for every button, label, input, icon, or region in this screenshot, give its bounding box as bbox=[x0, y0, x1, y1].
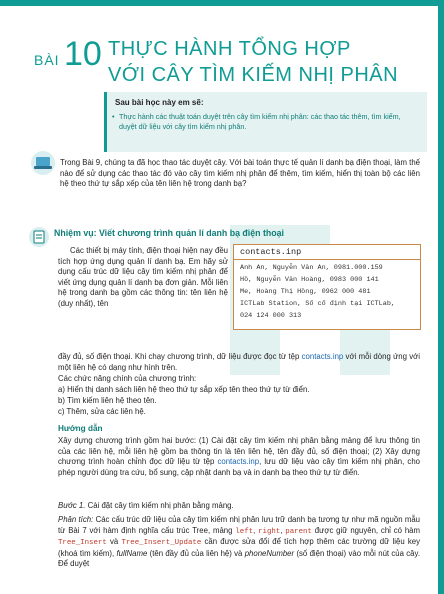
guide-paragraph: Xây dựng chương trình gồm hai bước: (1) Cài đặt cây tìm kiếm nhị phân bằng mảng để lưu thông tin của các liên hệ, mỗi liên hệ gồm ba thông tin là tên liên hệ, tên đầy đủ, số điện thoại; (2) Xây dựng chương trình hoàn chỉnh đọc dữ liệu từ tệp contacts.inp, lưu dữ liệu vào cây tìm kiếm nhị phân, cho phép người dùng tra cứu, bổ sung, cập nhật danh bạ và in danh bạ theo thứ tự từ điển. bbox=[58, 436, 421, 477]
lesson-label: BÀI bbox=[34, 52, 60, 68]
function-item: a) Hiển thị danh sách liên hệ theo thứ tự sắp xếp tên theo thứ tự từ điển. bbox=[58, 385, 310, 394]
code-line: ICTLab Station, Số cố định tại ICTLab, bbox=[240, 300, 395, 308]
task-paragraph-continued: đầy đủ, số điện thoại. Khi chạy chương trình, dữ liệu được đọc từ tệp contacts.inp với mỗi dòng ứng với một liên hệ có dạng như hình trên. bbox=[58, 352, 420, 372]
lesson-title-line-1: THỰC HÀNH TỔNG HỢP bbox=[108, 38, 351, 60]
lesson-number: 10 bbox=[64, 35, 102, 73]
functions-intro: Các chức năng chính của chương trình: bbox=[58, 374, 197, 383]
top-stripe bbox=[0, 0, 444, 6]
task-title: Nhiệm vụ: Viết chương trình quản lí danh bạ điện thoại bbox=[54, 228, 284, 238]
code-line: Me, Hoàng Thị Hồng, 0962 000 481 bbox=[240, 288, 371, 296]
task-paragraph: Các thiết bị máy tính, điện thoại hiện nay đều tích hợp ứng dụng quản lí danh bạ. Em hãy sử dụng cấu trúc dữ liệu cây tìm kiếm nhị phân để viết ứng dụng quản lí danh bạ đơn giản. Mỗi liên hệ trong danh bạ gồm các thông tin: tên liên hệ (duy nhất), tên bbox=[58, 246, 228, 308]
guide-heading: Hướng dẫn bbox=[58, 424, 103, 433]
laptop-icon bbox=[30, 150, 56, 176]
code-line: 024 124 000 313 bbox=[240, 312, 302, 320]
file-link: contacts.inp bbox=[217, 457, 260, 467]
task-icon bbox=[28, 226, 50, 248]
code-line: Hồ, Nguyễn Văn Hoàng, 0983 000 141 bbox=[240, 276, 379, 284]
function-item: c) Thêm, sửa các liên hệ. bbox=[58, 407, 146, 416]
objective-item: • Thực hành các thuật toán duyệt trên cây tìm kiếm nhị phân: các thao tác thêm, tìm kiếm, duyệt dữ liệu với cây tìm kiếm nhị phân. bbox=[119, 112, 419, 131]
lesson-title-line-2: VỚI CÂY TÌM KIẾM NHỊ PHÂN bbox=[108, 64, 399, 86]
page-side-bar bbox=[438, 0, 444, 594]
code-line: Anh An, Nguyễn Văn An, 0981.000.159 bbox=[240, 264, 383, 272]
function-item: b) Tìm kiếm liên hệ theo tên. bbox=[58, 396, 157, 405]
objectives-heading: Sau bài học này em sẽ: bbox=[115, 98, 204, 107]
code-filename: contacts.inp bbox=[240, 247, 302, 257]
file-link: contacts.inp bbox=[301, 352, 344, 361]
analysis-paragraph: Phân tích: Các cấu trúc dữ liệu của cây tìm kiếm nhị phân lưu trữ danh bạ tương tự như mã nguồn mẫu từ Bài 7 với hàm định nghĩa cấu trúc Tree, mảng left, right, parent được giữ nguyên, chỉ có hàm Tree_Insert và Tree_Insert_Update cần được sửa đổi để tích hợp thêm các trường dữ liệu key (khoá tìm kiếm), fullName (tên đầy đủ của liên hệ) và phoneNumber (số điện thoại) vào mỗi nút của cây. Để duyệt bbox=[58, 515, 421, 569]
contacts-file-box bbox=[233, 244, 421, 330]
intro-paragraph: Trong Bài 9, chúng ta đã học thao tác duyệt cây. Với bài toán thực tế quản lí danh bạ điện thoại, làm thế nào để sử dụng các thao tác đó vào cây tìm kiếm nhị phân để thêm, tìm kiếm, hiển thị toàn bộ các liên hệ theo thứ tự sắp xếp của tên liên hệ trong danh bạ? bbox=[60, 158, 420, 188]
objectives-box bbox=[104, 92, 427, 152]
step-1: Bước 1. Cài đặt cây tìm kiếm nhị phân bằng mảng. bbox=[58, 501, 234, 510]
